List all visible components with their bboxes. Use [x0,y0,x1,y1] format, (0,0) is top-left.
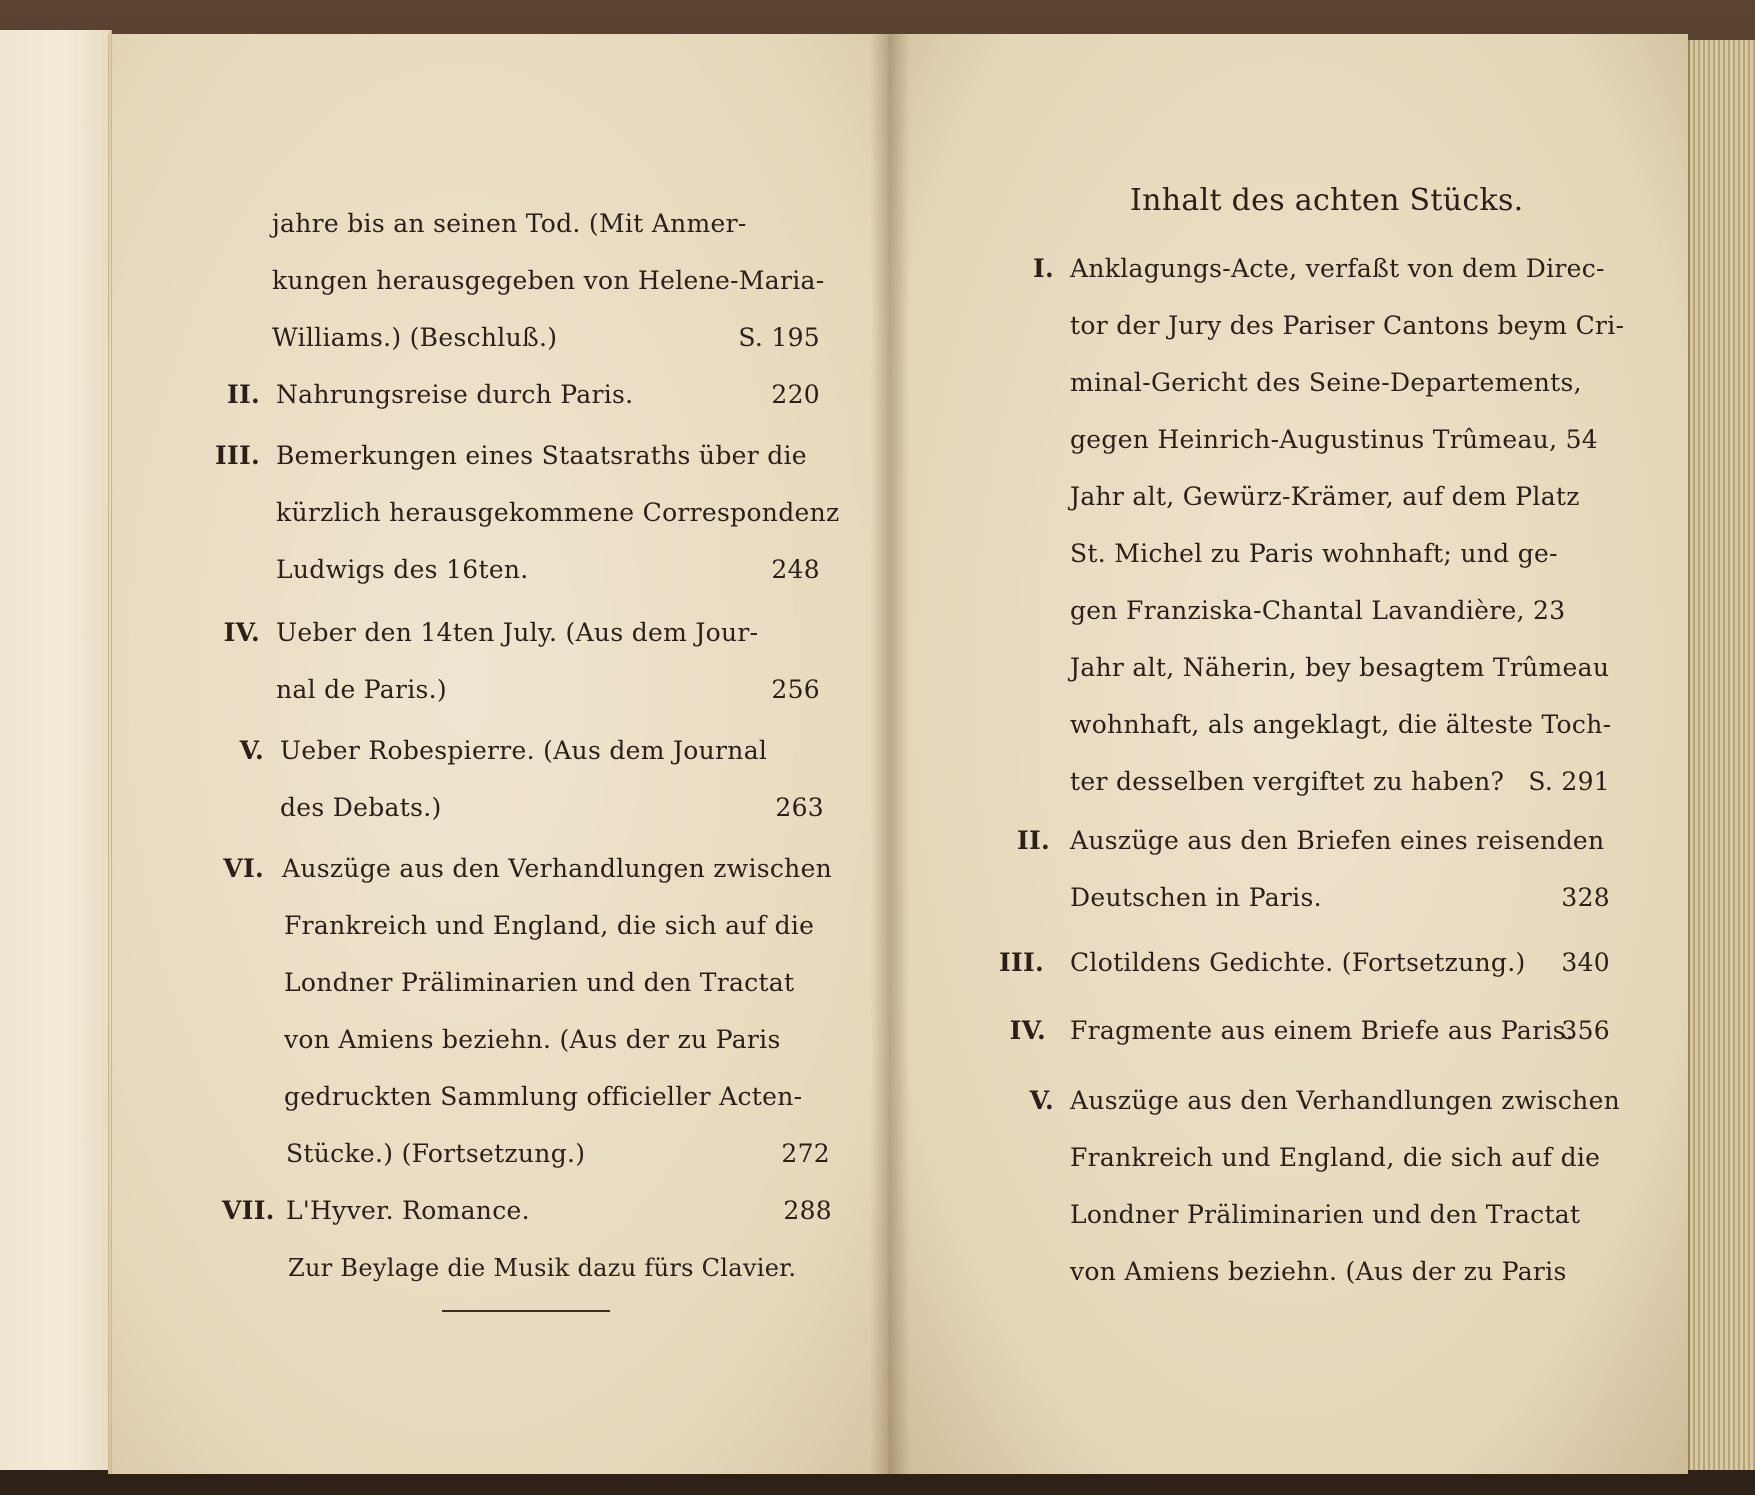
right-line: von Amiens beziehn. (Aus der zu Paris [1070,1257,1567,1286]
left-line: Bemerkungen eines Staatsraths über die [276,441,807,470]
left-line: Ueber den 14ten July. (Aus dem Jour- [276,618,759,647]
right-numeral: IV. [1009,1016,1046,1045]
left-line: Ludwigs des 16ten. [276,555,529,584]
right-line: gen Franziska-Chantal Lavandière, 23 [1070,596,1566,625]
right-page-number: S. 291 [1528,767,1610,796]
left-numeral: III. [215,441,260,470]
left-line: Stücke.) (Fortsetzung.) [286,1139,586,1168]
left-page-number: 272 [781,1139,830,1168]
left-numeral: II. [227,380,260,409]
right-line: tor der Jury des Pariser Cantons beym Cri- [1070,311,1625,340]
page-title: Inhalt des achten Stücks. [1130,183,1524,218]
right-line: Fragmente aus einem Briefe aus Paris. [1070,1016,1575,1045]
left-line: Frankreich und England, die sich auf die [284,911,815,940]
right-numeral: II. [1017,826,1050,855]
right-line: Jahr alt, Näherin, bey besagtem Trûmeau [1070,653,1610,682]
left-line: Londner Präliminarien und den Tractat [284,968,795,997]
right-line: wohnhaft, als angeklagt, die älteste Toch- [1070,710,1612,739]
left-line: kungen herausgegeben von Helene-Maria- [272,266,825,295]
left-line: jahre bis an seinen Tod. (Mit Anmer- [272,209,747,238]
left-line: kürzlich herausgekommene Correspondenz [276,498,840,527]
right-page-number: 328 [1561,883,1610,912]
right-page-number: 356 [1561,1016,1610,1045]
right-numeral: III. [999,948,1044,977]
left-line: Nahrungsreise durch Paris. [276,380,634,409]
right-line: St. Michel zu Paris wohnhaft; und ge- [1070,539,1558,568]
left-line: von Amiens beziehn. (Aus der zu Paris [284,1025,781,1054]
left-line: Ueber Robespierre. (Aus dem Journal [280,736,768,765]
right-numeral: I. [1033,254,1054,283]
right-line: Frankreich und England, die sich auf die [1070,1143,1601,1172]
left-line: L'Hyver. Romance. [286,1196,530,1225]
left-page-number: S. 195 [738,323,820,352]
left-line: Williams.) (Beschluß.) [272,323,558,352]
left-line: nal de Paris.) [276,675,447,704]
left-line: gedruckten Sammlung officieller Acten- [284,1082,803,1111]
left-numeral: IV. [223,618,260,647]
right-line: Londner Präliminarien und den Tractat [1070,1200,1581,1229]
left-line: Zur Beylage die Musik dazu fürs Clavier. [288,1254,797,1282]
left-numeral: VI. [223,854,264,883]
right-line: gegen Heinrich-Augustinus Trûmeau, 54 [1070,425,1598,454]
right-line: Anklagungs-Acte, verfaßt von dem Direc- [1070,254,1605,283]
left-page-number: 220 [771,380,820,409]
left-page-number: 256 [771,675,820,704]
left-numeral: VII. [222,1196,275,1225]
left-page-number: 248 [771,555,820,584]
left-line: Auszüge aus den Verhandlungen zwischen [282,854,833,883]
right-numeral: V. [1029,1086,1054,1115]
right-line: Auszüge aus den Briefen eines reisenden [1070,826,1605,855]
right-page-number: 340 [1561,948,1610,977]
right-line: Clotildens Gedichte. (Fortsetzung.) [1070,948,1526,977]
left-line: des Debats.) [280,793,442,822]
right-line: minal-Gericht des Seine-Departements, [1070,368,1582,397]
right-line: Deutschen in Paris. [1070,883,1322,912]
right-line: ter desselben vergiftet zu haben? [1070,767,1505,796]
left-numeral: V. [239,736,264,765]
right-line: Jahr alt, Gewürz-Krämer, auf dem Platz [1070,482,1580,511]
right-line: Auszüge aus den Verhandlungen zwischen [1070,1086,1621,1115]
left-page-number: 288 [783,1196,832,1225]
left-page-number: 263 [775,793,824,822]
